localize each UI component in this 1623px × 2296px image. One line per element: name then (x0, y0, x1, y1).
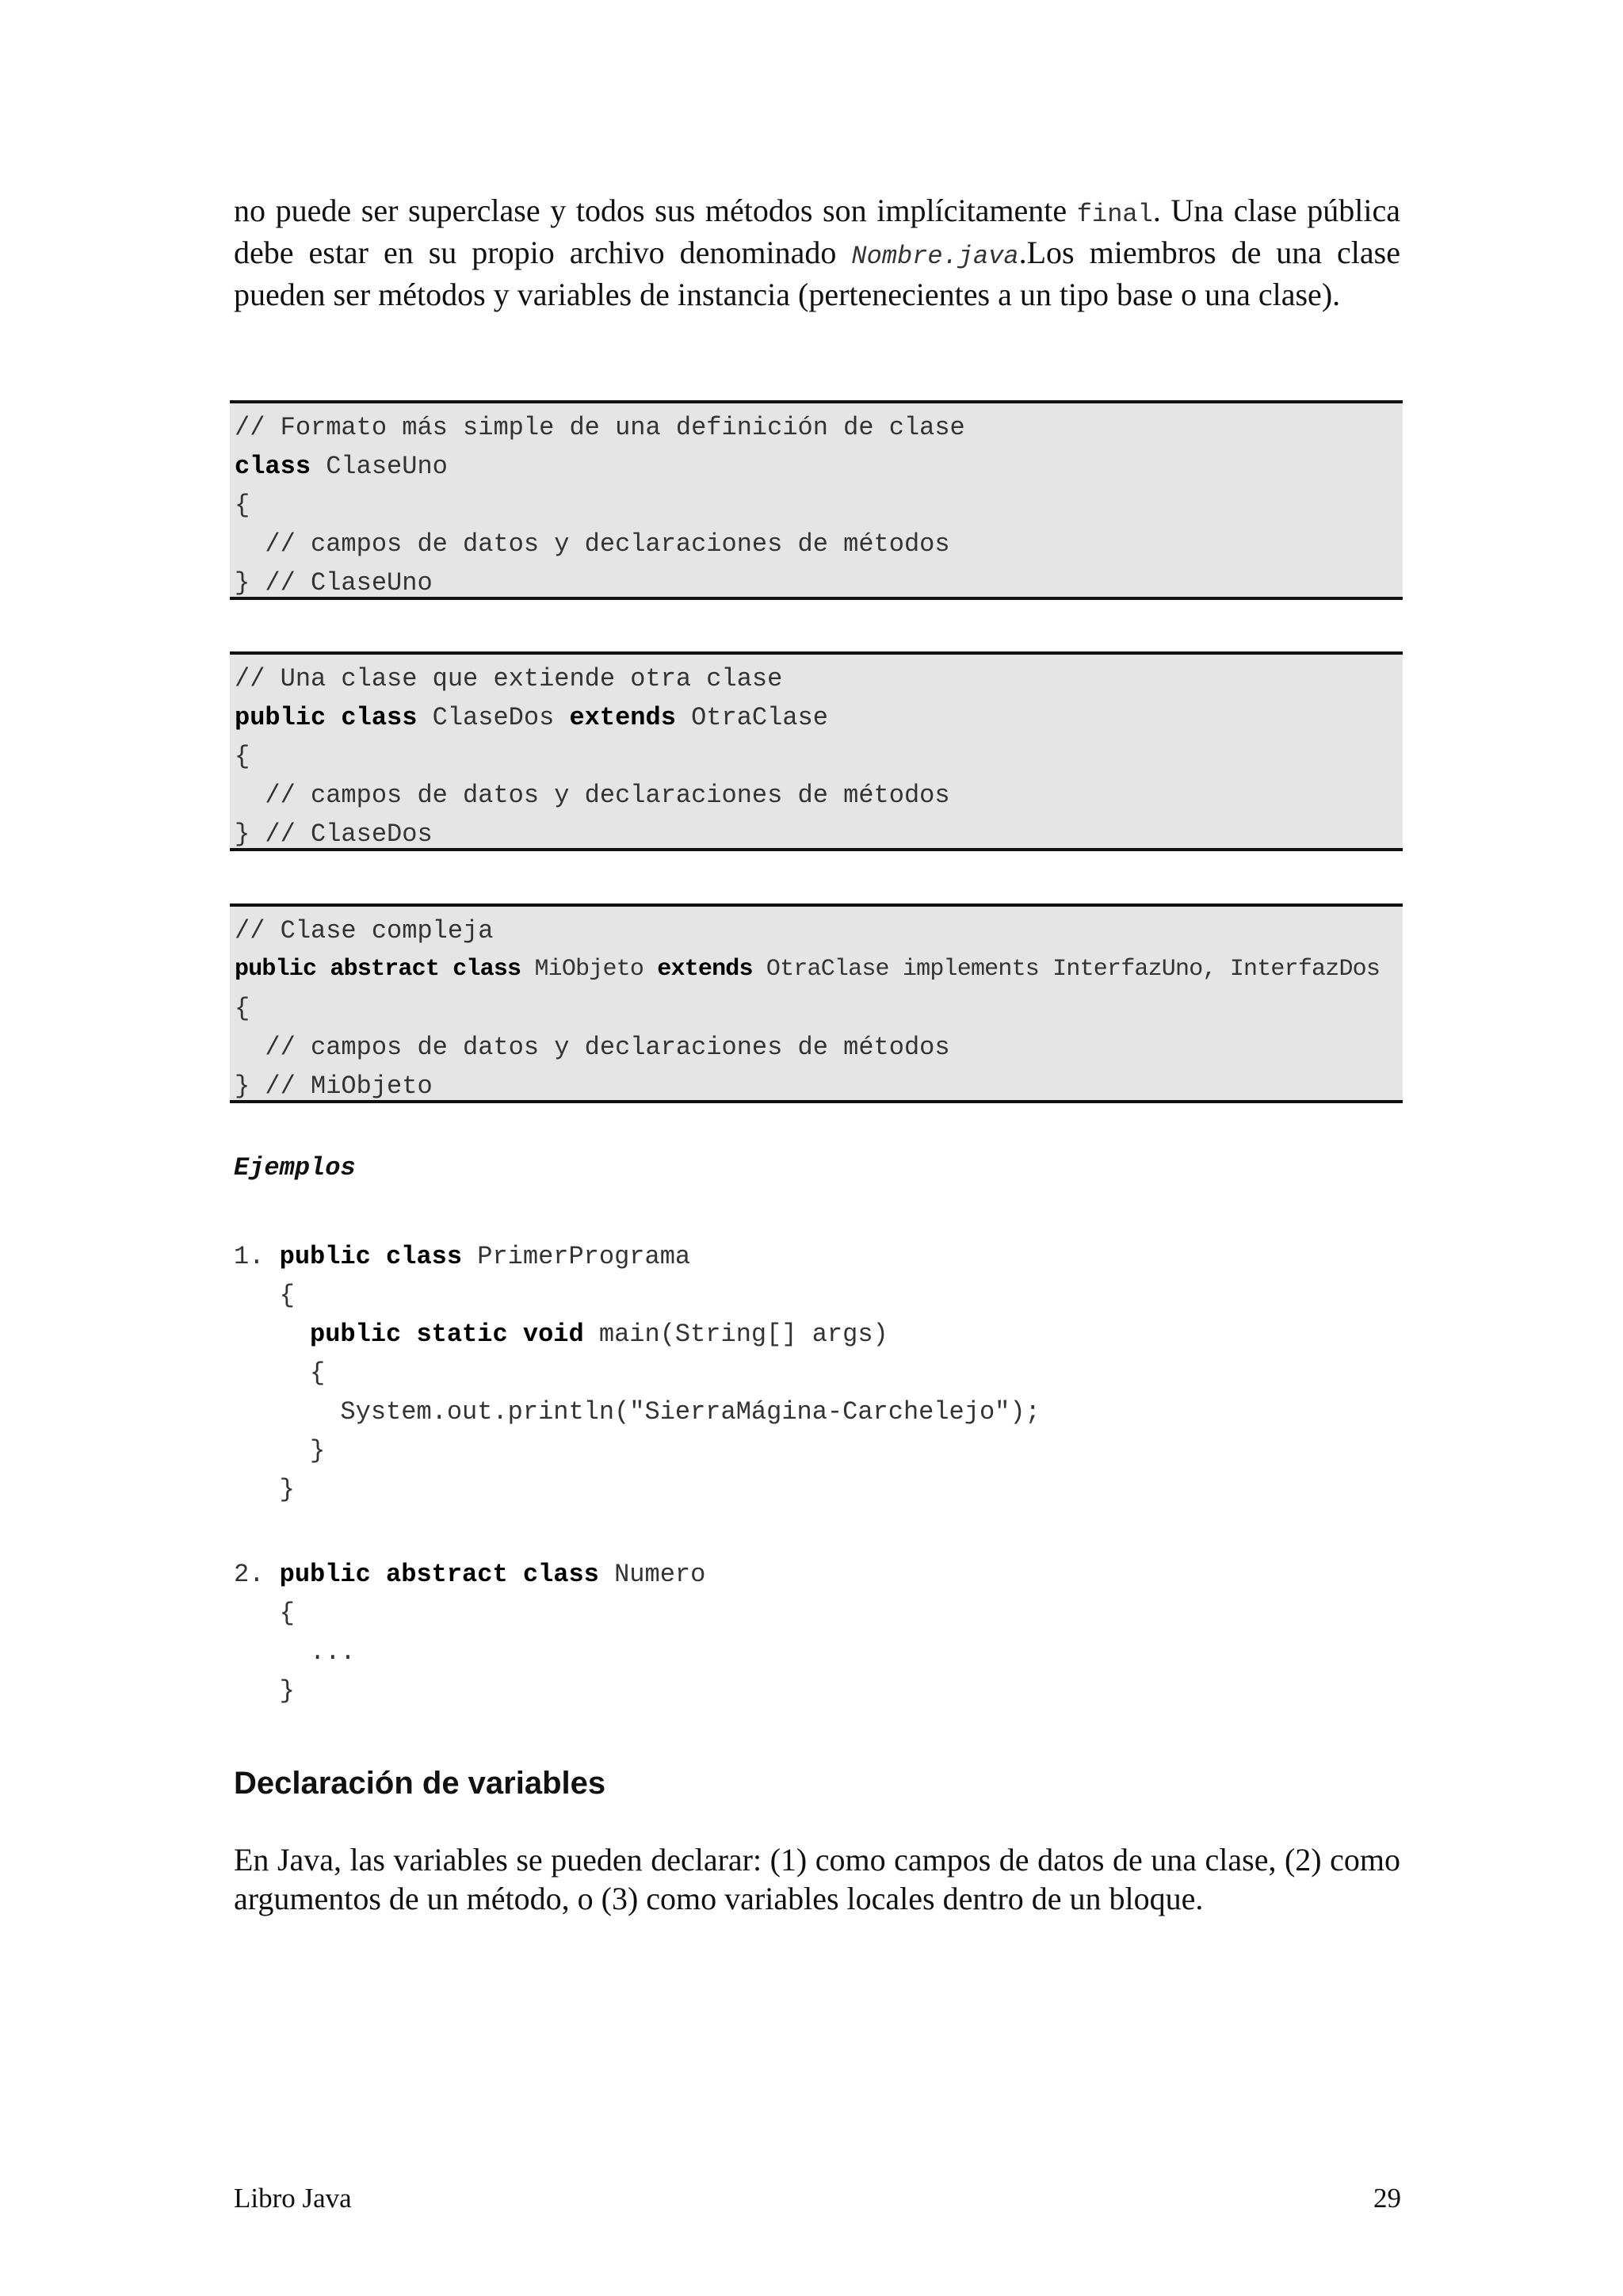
footer-book-title: Libro Java (234, 2183, 352, 2214)
list-number: 2. (234, 1560, 280, 1589)
code-line: // campos de datos y declaraciones de métodos (235, 529, 950, 559)
code-line: { (235, 994, 250, 1023)
code-line: } (234, 1676, 295, 1706)
keyword: public class (279, 1242, 463, 1271)
code-line (234, 1555, 1400, 1594)
code-box-extends-class (230, 651, 1403, 851)
keyword: extends (569, 703, 676, 732)
section-heading: Declaración de variables (234, 1766, 606, 1801)
code-line: { (234, 1281, 295, 1310)
code-text: OtraClase (675, 703, 828, 732)
code-line: ... (234, 1637, 356, 1667)
intro-text-1: no puede ser superclase y todos sus métodos son implícitamente (234, 193, 1077, 228)
code-line: { (235, 742, 250, 771)
code-line: System.out.println("SierraMágina-Carchelejo"); (234, 1397, 1041, 1427)
keyword: public abstract class (279, 1560, 599, 1589)
code-line: } (234, 1436, 326, 1465)
code-line: // Una clase que extiende otra clase (235, 664, 783, 693)
intro-paragraph (234, 192, 1400, 314)
code-text: PrimerPrograma (462, 1242, 691, 1271)
code-line (234, 1315, 1400, 1354)
example-2-code (234, 1555, 1400, 1710)
code-text: Numero (598, 1560, 706, 1589)
code-line: // campos de datos y declaraciones de métodos (235, 781, 950, 810)
code-final: final (1076, 200, 1153, 229)
code-box-complex-class (230, 904, 1403, 1103)
code-line: // Clase compleja (235, 916, 494, 946)
code-line (235, 447, 1398, 486)
code-line: // Formato más simple de una definición de clase (235, 413, 965, 442)
intro-text-2: . Una clase pública debe estar en su propio archivo denominado (234, 193, 1400, 270)
code-line: { (235, 491, 250, 520)
intro-text-3: .Los miembros de una clase pueden ser métodos y variables de instancia (pertenecientes a un tipo base o una clase). (234, 235, 1400, 312)
code-line (234, 1237, 1400, 1276)
keyword: public static void (310, 1320, 584, 1349)
code-indent (234, 1320, 310, 1349)
keyword: extends (657, 956, 753, 983)
code-line: } // ClaseUno (235, 568, 433, 598)
code-text: ClaseUno (311, 452, 448, 481)
keyword: class (235, 452, 311, 481)
code-line (235, 698, 1398, 737)
code-line: // campos de datos y declaraciones de métodos (235, 1033, 950, 1062)
code-text: MiObjeto (521, 956, 658, 983)
code-text: OtraClase implements InterfazUno, InterfazDos (752, 956, 1381, 983)
code-line: { (234, 1599, 295, 1628)
code-line: } (234, 1475, 295, 1504)
code-line: } // ClaseDos (235, 819, 433, 849)
code-line: } // MiObjeto (235, 1072, 433, 1101)
code-line (235, 950, 1398, 989)
code-text: main(String[] args) (583, 1320, 888, 1349)
examples-title: Ejemplos (234, 1153, 356, 1182)
code-box-simple-class (230, 400, 1403, 600)
section-paragraph: En Java, las variables se pueden declarar: (1) como campos de datos de una clase, (2) como argumentos de un método, o (3) como variables locales dentro de un bloque. (234, 1842, 1400, 1916)
page-number: 29 (1373, 2183, 1401, 2214)
keyword: public abstract class (235, 956, 521, 983)
keyword: public class (235, 703, 418, 732)
code-line: { (234, 1358, 326, 1388)
list-number: 1. (234, 1242, 280, 1271)
code-filename: Nombre.java (851, 242, 1019, 271)
code-text: ClaseDos (417, 703, 570, 732)
example-1-code (234, 1237, 1400, 1509)
